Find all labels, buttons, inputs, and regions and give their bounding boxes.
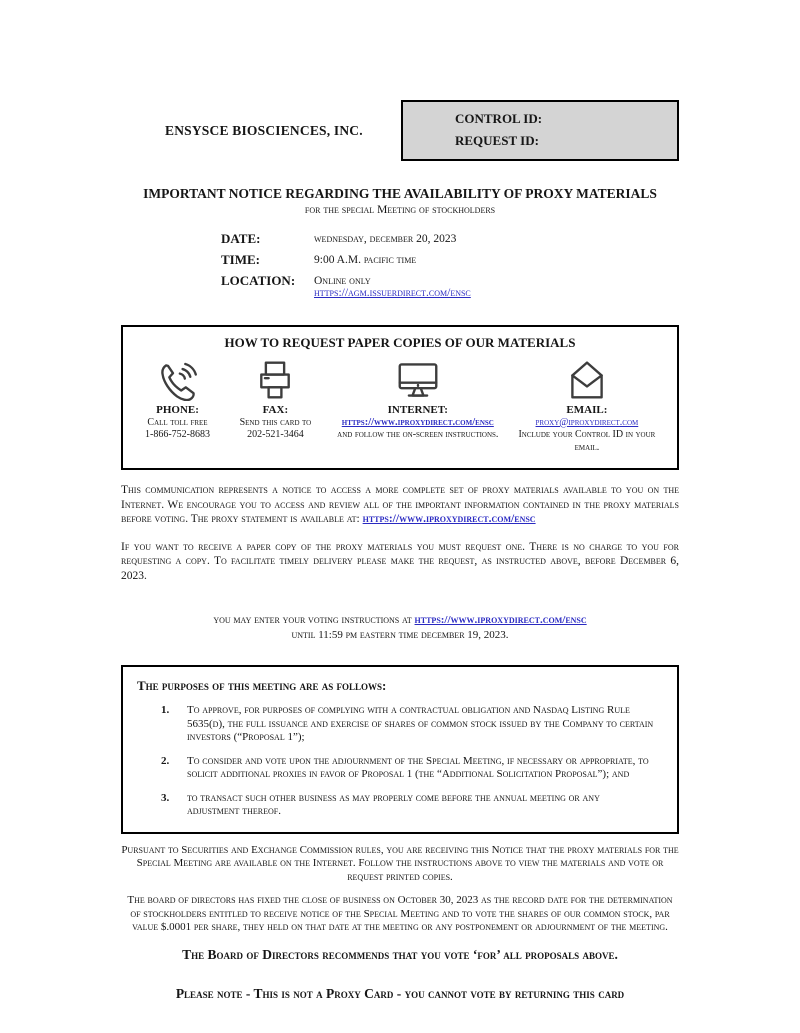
envelope-icon <box>507 359 667 401</box>
purpose-text: To consider and vote upon the adjournment of the Special Meeting, if necessary or appropriate, to solicit additional proxies in favor of Proposal 1 (the “Additional Solicitation Proposal”); and <box>187 754 649 780</box>
purpose-number: 2. <box>161 754 170 767</box>
paper-copy-paragraph: If you want to receive a paper copy of the proxy materials you must request one. There is no charge to you for requesting a copy. To facilitate timely delivery please make the request, as instructed above, before December 6, 2023. <box>121 540 679 582</box>
purpose-text: To approve, for purposes of complying with a contractual obligation and Nasdaq Listing Rule 5635(d), the full issuance and exercise of shares of common stock issued by the Company to certain investors (“Proposal 1”); <box>187 704 654 743</box>
request-id-label: REQUEST ID: <box>455 133 539 148</box>
fax-label: FAX: <box>262 404 289 416</box>
fax-column <box>222 359 329 454</box>
meeting-purposes-box <box>121 665 679 834</box>
date-label: DATE: <box>221 231 261 246</box>
not-proxy-card-notice: Please note - This is not a Proxy Card - you cannot vote by returning this card <box>175 985 625 1001</box>
request-box-columns <box>133 359 667 454</box>
voting-pre-text: you may enter your voting instructions at <box>213 614 415 626</box>
meeting-date-row <box>221 231 679 247</box>
fax-printer-icon <box>222 359 329 401</box>
fax-number: 202-521-3464 <box>247 429 304 440</box>
phone-note: Call toll free <box>147 416 208 428</box>
email-note: Include your Control ID in your email. <box>518 429 656 453</box>
email-column <box>507 359 667 454</box>
header <box>121 0 679 161</box>
phone-column <box>133 359 222 454</box>
purpose-number: 1. <box>161 704 170 716</box>
date-value: wednesday, december 20, 2023 <box>314 233 457 245</box>
internet-note: and follow the on-screen instructions. <box>337 429 499 440</box>
internet-column <box>329 359 507 454</box>
time-label: TIME: <box>221 252 260 267</box>
phone-handset-icon <box>133 359 222 401</box>
availability-text: This communication represents a notice to access a more complete set of proxy materials available to you on the Internet. We encourage you to access and review all of the important information contained in the proxy materials before voting. The proxy statement is available at: <box>121 484 679 525</box>
record-date-paragraph: The board of directors has fixed the close of business on October 30, 2023 as the record date for the determination of stockholders entitled to receive notice of the Special Meeting and to vote the shares of our common stock, par value $.0001 per share, they held on that date at the meeting or any postponement or adjournment of the meeting. <box>127 894 673 933</box>
purpose-item-1 <box>161 704 663 745</box>
voting-deadline: until 11:59 pm eastern time december 19, 2023. <box>291 629 509 641</box>
purpose-item-3 <box>161 792 663 819</box>
company-name: ENSYSCE BIOSCIENCES, INC. <box>165 122 363 138</box>
request-copies-box <box>121 325 679 470</box>
purpose-number: 3. <box>161 791 170 804</box>
location-online-only: Online only <box>314 275 371 287</box>
location-label: LOCATION: <box>221 273 296 288</box>
proxy-statement-link[interactable]: https://www.iproxydirect.com/ensc <box>362 513 536 525</box>
purpose-item-2 <box>161 755 663 782</box>
page-title: IMPORTANT NOTICE REGARDING THE AVAILABILITY OF PROXY MATERIALS <box>143 186 657 201</box>
notice-content <box>121 0 679 1002</box>
phone-number: 1-866-752-8683 <box>145 429 210 440</box>
voting-line1 <box>121 613 679 628</box>
internet-label: INTERNET: <box>387 404 448 416</box>
phone-label: PHONE: <box>156 404 199 416</box>
fax-note: Send this card to <box>239 416 312 428</box>
control-id-box <box>401 100 679 161</box>
meeting-details <box>221 231 679 299</box>
meeting-location-link[interactable]: https://agm.issuerdirect.com/ensc <box>314 287 471 299</box>
voting-link[interactable]: https://www.iproxydirect.com/ensc <box>414 614 587 626</box>
internet-availability-paragraph <box>121 483 679 527</box>
board-recommendation: The Board of Directors recommends that you vote ‘for’ all proposals above. <box>182 946 618 962</box>
internet-link[interactable]: https://www.iproxydirect.com/ensc <box>341 416 494 428</box>
sec-rules-paragraph: Pursuant to Securities and Exchange Commission rules, you are receiving this Notice that the proxy materials for the Special Meeting are available on the Internet. Follow the instructions above to view the materials and vote or request printed copies. <box>121 843 679 883</box>
meeting-location-row <box>221 273 679 299</box>
purposes-heading: The purposes of this meeting are as follows: <box>137 678 387 693</box>
voting-instructions <box>121 613 679 643</box>
email-link[interactable]: proxy@iproxydirect.com <box>535 416 639 428</box>
location-value <box>314 273 471 299</box>
monitor-icon <box>329 359 507 401</box>
request-box-title: HOW TO REQUEST PAPER COPIES OF OUR MATERIALS <box>224 335 576 350</box>
meeting-time-row <box>221 252 679 268</box>
control-id-label: CONTROL ID: <box>455 111 543 126</box>
purpose-text: to transact such other business as may properly come before the annual meeting or any adjustment thereof. <box>187 791 600 817</box>
email-label: EMAIL: <box>566 404 608 416</box>
page-subtitle: for the special Meeting of stockholders <box>304 204 496 216</box>
time-value: 9:00 A.M. pacific time <box>314 254 417 266</box>
